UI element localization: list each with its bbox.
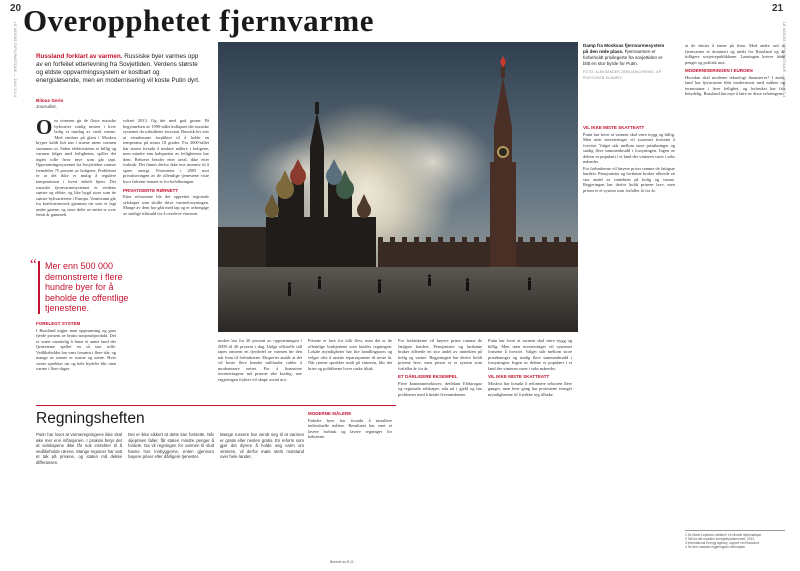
col6-text: Putin har lovet at varmen skal være trygg og billig. Men uten investeringer vil systemet fortsette å forvitre. Valget står mellom store prisøkninger og stadig flere sammenbrudd i forsyningen. Ingen av delene er populært i et land der vinteren varer i seks måneder.: [488, 338, 572, 371]
col4-text2: Enkelte byer har forsøkt å installere individuelle målere. Resultatet har vært et lavere forbruk og lavere regninger for beboerne.: [308, 417, 392, 440]
body-column-5: [398, 338, 482, 558]
col2-text: vokset 2013. Og det med god grunn: På begynnelsen av 1990-tallet kollapset det russiske systemet da subsidiene forsvant. Russisk lov sier at eiendomme forpliktet til å holde en temperatur på minst 18 grader. Fra 2000-tallet har staten forsøkt å innføre målere i boligene, men mindre enn halvparten av leilighetene har dem. Beboere betaler etter areal, ikke etter forbruk. Det finnes derfor ikke noe insentiv til å spare energi. Protestene i 2005 mot privatiseringen av de offentlige tjenestene viste hvor følsomt temaet er for befolkningen.: [123, 118, 209, 185]
pullquote-mark: “: [30, 257, 37, 273]
col7-subheading: MODERNISERINGEN I EUROEN: [685, 68, 753, 74]
col6-text-right: Putin har lovet at varmen skal være trygg og billig. Men uten investeringer vil systemet fortsette å forvitre. Valget står mellom store prisøkninger og stadig flere sammenbrudd i forsyningen. Ingen av delene er populært i et land der vinteren varer i seks måneder.: [583, 131, 675, 165]
page-number-left: 20: [10, 3, 22, 14]
box-column-3: Mange russere har vendt seg til at varmen er gratis eller nesten gratis. En reform som gjør det dyrere å holde seg varm om vinteren, vil derfor møte sterk motstand over hele landet.: [220, 432, 304, 459]
body-column-4-cont: [308, 408, 392, 558]
box-title: Regningsheften: [36, 410, 145, 427]
col6-text2: Moskva har forsøkt å reformere sektoren flere ganger, men hver gang har protestene tvunget myndighetene til å trekke seg tilbake.: [488, 380, 572, 397]
footnote: 3 International Energy Agency, rapport om Russland.: [685, 541, 760, 546]
col2-text2: Etter reformene ble det opprettet regionale selskaper som skulle drive varmeforsyningen. Mange av dem har gått med tap og er avhengige av statlige tilskudd for å overleve vinteren.: [123, 194, 209, 216]
body-column-1-top: [36, 118, 116, 256]
lede: [36, 53, 206, 85]
col5-text: For forbrukerne vil høyere priser ramme de fattigste hardest. Pensjonister og lavtlønte bruker allerede en stor andel av inntekten på bolig og varme. Regjeringen har derfor holdt prisene lave, men prisen er et system som forfaller år for år.: [398, 338, 482, 371]
box-column-2: Det er ikke sikkert at dette kan fortsette. Når oljeprisen faller, får staten mindre penger å fordele. Da vil regningen for varmen til slutt havne hos innbyggerne, enten gjennom høyere priser eller dårligere tjenester.: [128, 432, 214, 459]
col6-subheading-right: VIL IKKE MISTE SKATTEATT: [583, 125, 645, 130]
col7-text: at de slutter å tenne på frem. Med andre ord er fjernvarme et dominert og unikt for Russland og de tidligere sovjetrepublikkene. Løsningen krever både penger og politisk mot.: [685, 43, 785, 65]
col3-text: nesker bar fra 20 prosent av oppvarmingen i 2009 til 40 prosent i dag. Ifølge offisielle tall tapes omtrent en fjerdedel av varmen før den når frem til forbrukerne. Eksperter anslår at det vil koste flere hundre milliarder rubler å modernisere nettet. For å finansiere investeringene må prisene øke kraftig, noe regjeringen frykter vil skape sosial uro.: [218, 338, 302, 382]
running-head-right: LE MONDE DIPLOMATIQUE — JUNI 2014: [782, 22, 786, 98]
box-rule: [36, 405, 396, 406]
body-column-1-bottom: [36, 318, 116, 402]
body-column-4: [308, 338, 392, 402]
col4-subheading: MODERNE MÅLERE: [308, 411, 352, 416]
byline-role: Journalist.: [36, 103, 57, 109]
caption-bold: Damp fra Moskvas fjernvarmesystem på den røde plass.: [583, 43, 665, 54]
footnotes: [685, 530, 785, 549]
col1-text: I Russland utgjør man oppvarming og gass fjerde prosent av brutto nasjonalprodukt. Det er svært vanskelig å finne et annet land der fjernvarme spiller en så stor rolle. Vedlikeholdet har vært forsømt i flere tiår, og mange av rørene er rustne og utette. Hver vinter sprekker rør og hele bydeler blir uten varme i flere dager.: [36, 327, 116, 372]
col4-text: Prisene er lave for folk flest, men det er de offentlige budsjettene som betaler regningen. Lokale myndigheter har lite handlingsrom og velger ofte å utsette reparasjonene til neste år. Når rørene sprekker midt på vinteren, blir det krise og politikerne lover raske tiltak.: [308, 338, 392, 371]
photo-credit: FOTO: ALEKSANDER ZEMLIANICHENKO, AP PHOTO/NTB SCANPIX: [583, 70, 662, 80]
lede-red: Russland forklart av varmen.: [36, 53, 123, 60]
lede-text: Russiske byer varmes opp av en forfeilet etterlevning fra Sovjettiden. Verdens største og eldste oppvarmingssystem er kostbart og energisløsende, men en modernisering vil koste Putin dyrt.: [36, 53, 200, 85]
byline: [36, 98, 63, 110]
col1-subheading: FORELEGT SYSTEM: [36, 321, 81, 326]
body-column-2: [123, 118, 209, 402]
col1-intro: m vinteren gir de flotte russiske bykvarter vanlig nesten i hver bolig et innslag av sterk varme. Med vinduer på glant i Moskva kryper kaldt luft inn i stuene mens varmen strømmer ut. Siden elektrisiteten er billig og varmen følger med leiligheten, spiller det ingen rolle hvor mye som går tapt. Oppvarmingssystemet fra Sovjettiden varmer fremdeles 75 prosent av boligene. Problemet er at det ikke er mulig å regulere temperaturen i hvert enkelt hjem. Det russiske fjernvarmesystemet er verdens største og eldste, og like bygd store som de største bykvarterene i Europa. Varmtvann går fra kraftvarmeverk gjennom rør som er lagt under gatene, og store deler av nettet er over femti år gammelt.: [36, 118, 116, 218]
red-square-illustration: [218, 42, 578, 332]
box-signature: Bonnet av B.G.: [330, 560, 355, 564]
col6-subheading: VIL IKKE MISTE SKATTEATT: [488, 374, 550, 380]
body-column-6: [488, 338, 572, 558]
body-column-7: [583, 122, 675, 558]
page-number-right: 21: [772, 3, 784, 14]
col2-subheading: PRIVATISERTE RØRNETT: [123, 187, 179, 193]
running-head-left: LE MONDE DIPLOMATIQUE — JUNI 2014: [13, 22, 17, 98]
caption-text: Fjernvarmen er forbeholdt privilegerte fra sovjettiden er blitt en stor byrde for Putin.: [583, 49, 663, 66]
pullquote: Mer enn 500 000 demonstrerte i flere hundre byer for å beholde de offentlige tjenestene.: [38, 261, 138, 314]
photo-caption: [583, 43, 667, 81]
body-column-3: [218, 338, 302, 402]
col5-text2: Flere kommunesektorer, deriblant Elektrogaz og regionale selskaper, står nå i gjeld og har problemer med å betale leverandørene.: [398, 380, 482, 397]
footnote: 1 Se Marie Lepinard, artikkel i Le Monde diplomatique.: [685, 533, 763, 537]
body-column-8: [685, 43, 785, 525]
byline-name: Bilous Gerin: [36, 98, 64, 103]
col5-subheading: ET DÅRLIGERE EKSEMPEL: [398, 374, 458, 380]
footnote: 4 Se den russiske regjeringens reformplan.: [685, 545, 746, 550]
drop-cap: O: [36, 118, 53, 139]
col7-text2: Hvordan skal moderne teknologi finansieres? I andre land har fjernvarme blitt modernisert med målere og termostater i hver leilighet, og forbruket har falt betydelig. Russland har mye å lære av disse erfaringene.: [685, 74, 785, 97]
red-square-photo: [218, 42, 578, 332]
box-column-1: Putin har lovet at varmeregningene ikke skal øke mer enn inflasjonen. I praksis betyr det at selskapene ikke får nok inntekter til å vedlikeholde rørene. Mange regioner har satt et tak på prisene, og staten må dekke differansen.: [36, 432, 122, 465]
headline: Overopphetet fjernvarme: [23, 3, 374, 38]
col5-text-right: For forbrukerne vil høyere priser ramme de fattigste hardest. Pensjonister og lavtlønte bruker allerede en stor andel av inntekten på bolig og varme. Regjeringen har derfor holdt prisene lave, men prisen er et system som forfaller år for år.: [583, 165, 675, 194]
footnote: 2 Tall fra det russiske energidepartementet, 2013.: [685, 537, 755, 542]
